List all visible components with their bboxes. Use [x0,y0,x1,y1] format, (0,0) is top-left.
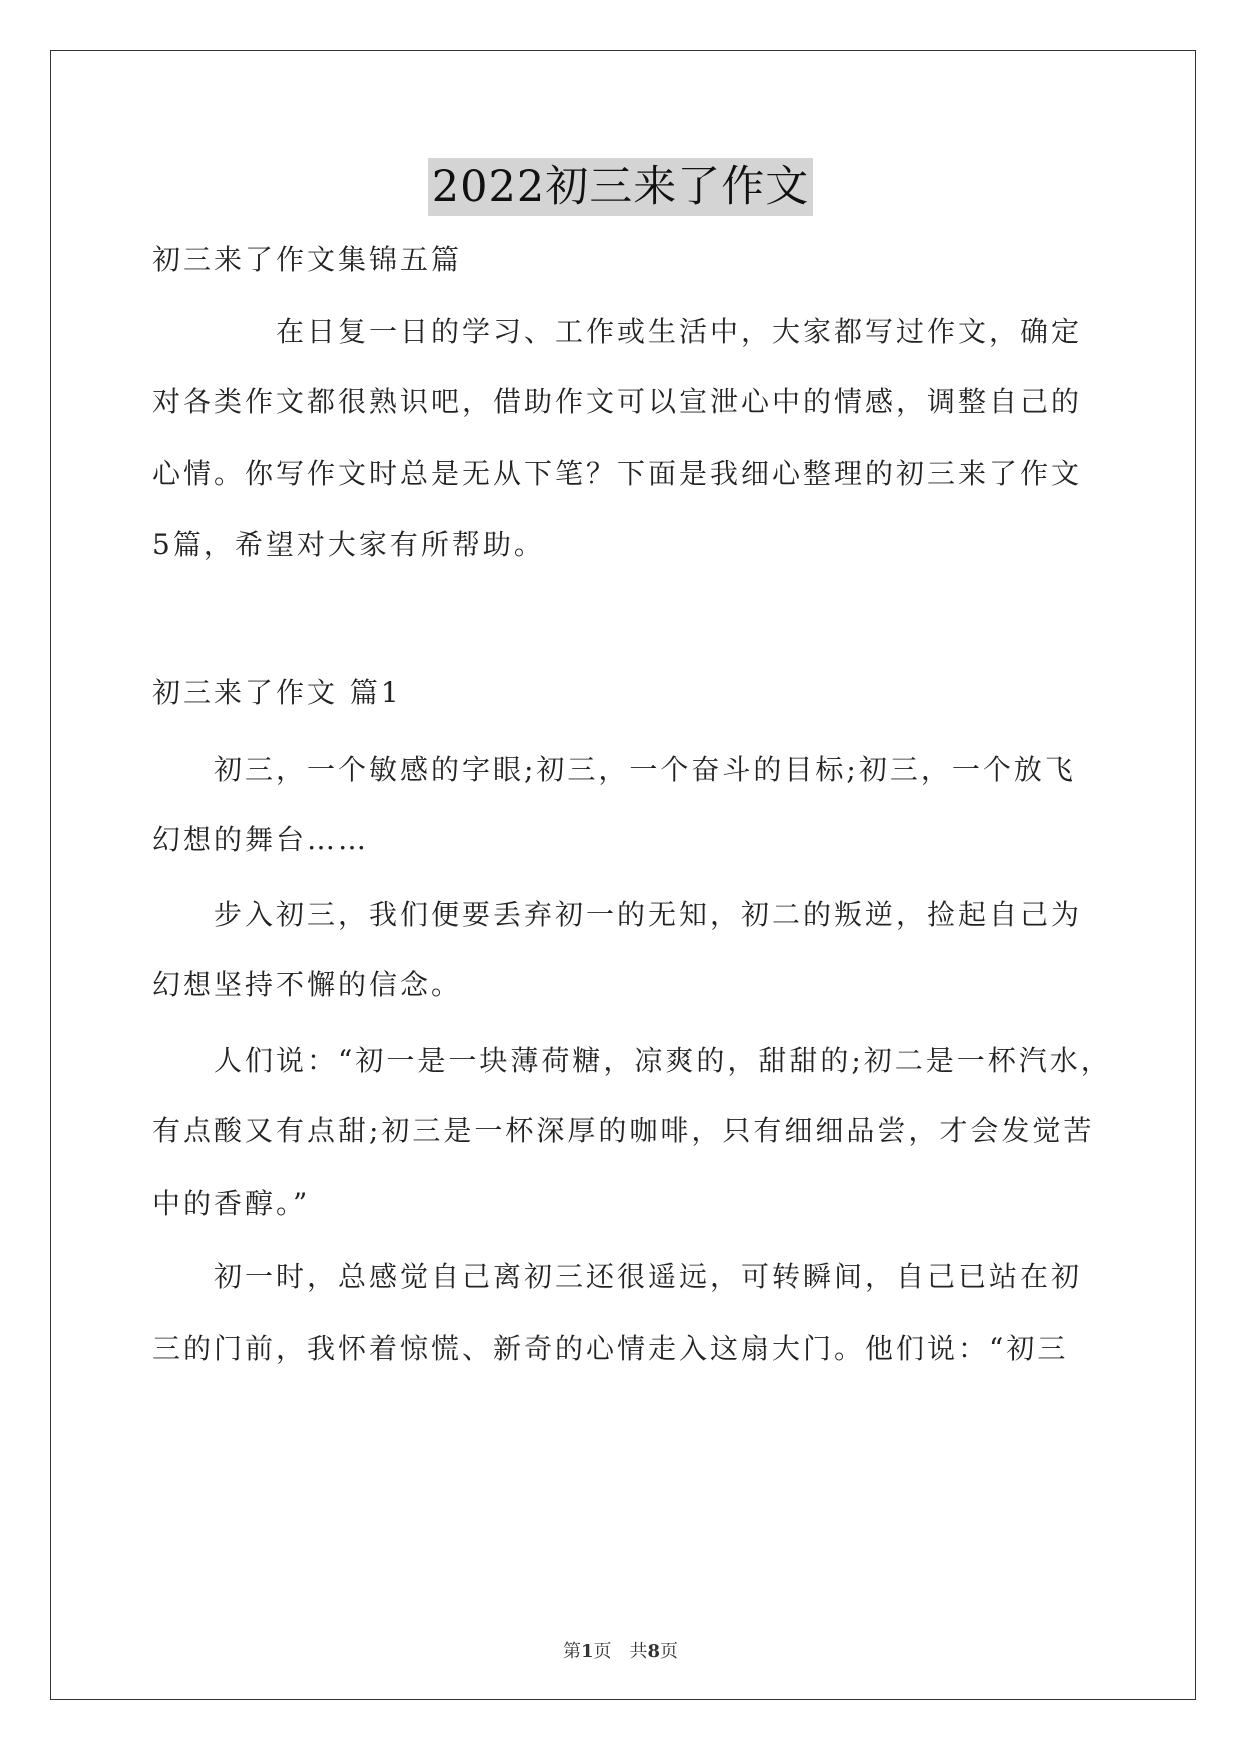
intro-line: 对各类作文都很熟识吧，借助作文可以宣泄心中的情感，调整自己的 [152,385,1083,418]
title-wrap [0,158,1241,216]
paragraph-line: 幻想的舞台…… [152,823,370,856]
paragraph-line: 中的香醇。” [152,1187,311,1220]
paragraph-line: 步入初三，我们便要丢弃初一的无知，初二的叛逆，捡起自己为 [214,898,1083,931]
footer-page-suffix: 页 [593,1641,612,1662]
paragraph-line: 有点酸又有点甜;初三是一杯深厚的咖啡，只有细细品尝，才会发觉苦 [152,1114,1095,1147]
footer-total-suffix: 页 [660,1641,679,1662]
footer-prefix: 第 [562,1641,581,1662]
paragraph-line: 初三，一个敏感的字眼;初三，一个奋斗的目标;初三，一个放飞 [214,753,1076,786]
page-number: 1 [580,1641,594,1662]
footer-total-prefix: 共 [629,1641,648,1662]
intro-line: 5篇，希望对大家有所帮助。 [152,528,545,561]
subtitle: 初三来了作文集锦五篇 [152,243,463,276]
page-border [50,50,1196,1700]
intro-line: 在日复一日的学习、工作或生活中，大家都写过作文，确定 [276,315,1083,348]
document-title: 2022初三来了作文 [428,158,813,216]
page-footer [0,1637,1241,1663]
paragraph-line: 幻想坚持不懈的信念。 [152,968,463,1001]
paragraph-line: 初一时，总感觉自己离初三还很遥远，可转瞬间，自己已站在初 [214,1260,1083,1293]
paragraph-line: 人们说：“初一是一块薄荷糖，凉爽的，甜甜的;初二是一杯汽水， [214,1044,1112,1077]
total-pages: 8 [647,1641,661,1662]
section-heading: 初三来了作文 篇1 [152,676,402,709]
paragraph-line: 三的门前，我怀着惊慌、新奇的心情走入这扇大门。他们说：“初三 [152,1332,1069,1365]
intro-line: 心情。你写作文时总是无从下笔？下面是我细心整理的初三来了作文 [152,457,1083,490]
